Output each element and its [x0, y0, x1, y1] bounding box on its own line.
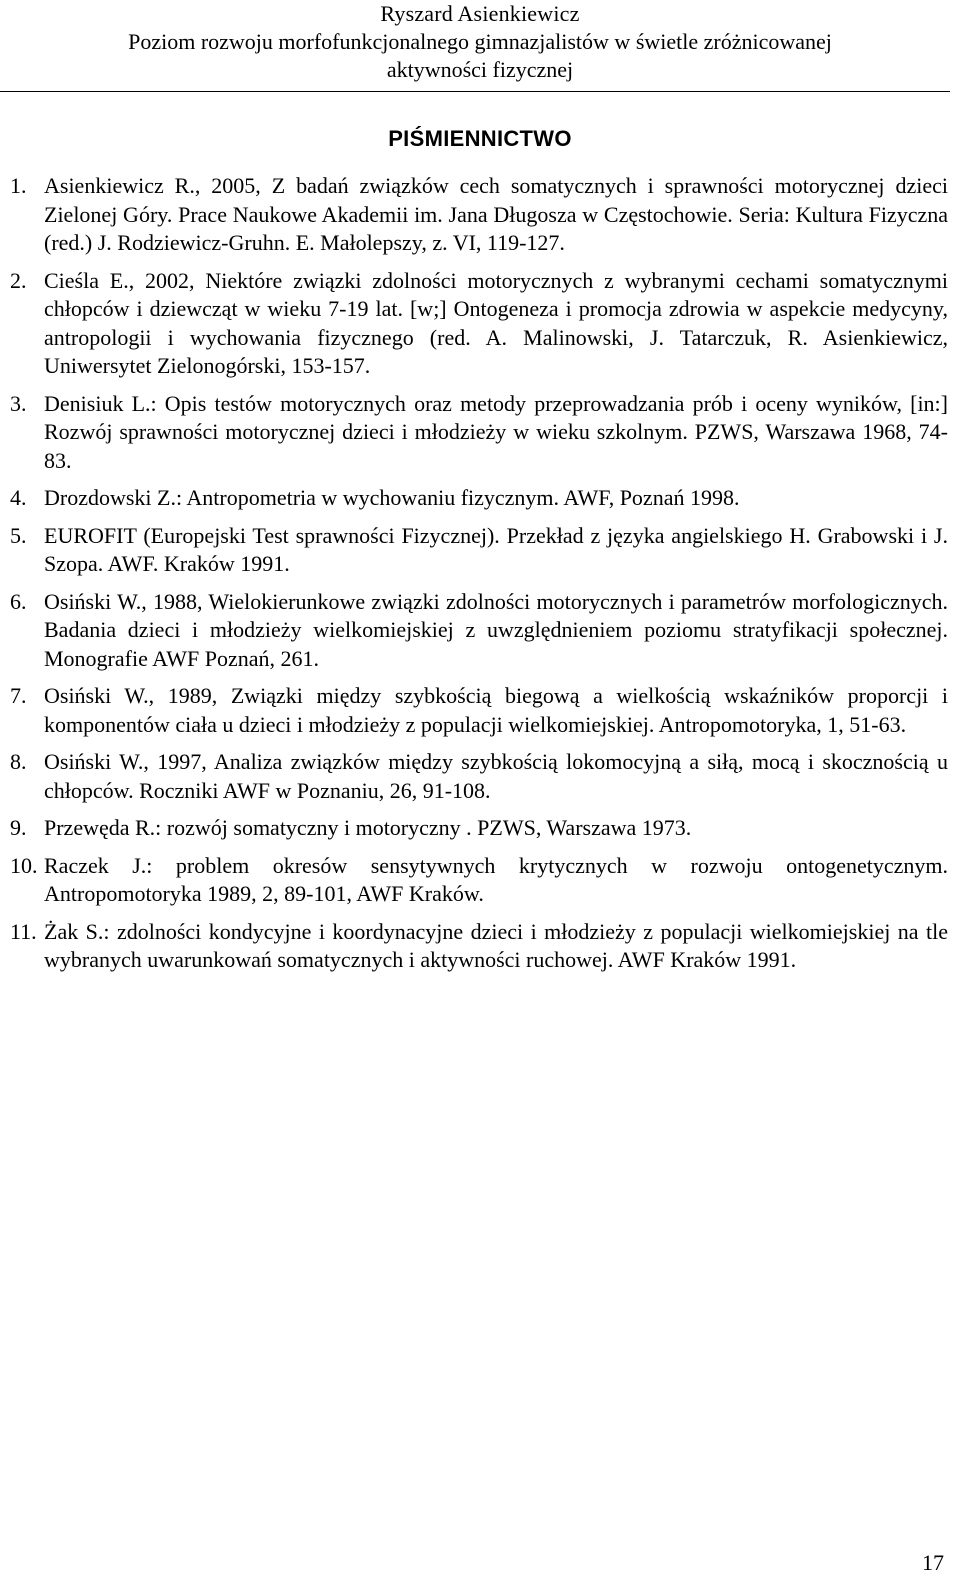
reference-item	[10, 852, 948, 909]
reference-text: Denisiuk L.: Opis testów motorycznych oraz metody przeprowadzania prób i oceny wyników, [in:] Rozwój sprawności motorycznej dzieci i młodzieży w wieku szkolnym. PZWS, Warszawa 1968, 74-83.	[44, 390, 948, 473]
header-title-line1: Poziom rozwoju morfofunkcjonalnego gimnazjalistów w świetle zróżnicowanej	[128, 29, 832, 54]
reference-text: Przewęda R.: rozwój somatyczny i motoryczny . PZWS, Warszawa 1973.	[44, 815, 692, 840]
reference-text: Żak S.: zdolności kondycyjne i koordynacyjne dzieci i młodzieży z populacji wielkomiejskiej na tle wybranych uwarunkowań somatycznych i aktywności ruchowej. AWF Kraków 1991.	[44, 918, 948, 972]
reference-number: 3.	[10, 390, 27, 416]
reference-number: 6.	[10, 588, 27, 614]
reference-text: Cieśla E., 2002, Niektóre związki zdolności motorycznych z wybranymi cechami somatycznymi chłopców i dziewcząt w wieku 7-19 lat. [w;] Ontogeneza i promocja zdrowia w aspekcie medycyny, antropologii i wychowania fizycznego (red. A. Malinowski, J. Tatarczuk, R. Asienkiewicz, Uniwersytet Zielonogórski, 153-157.	[44, 267, 948, 378]
reference-text: Osiński W., 1988, Wielokierunkowe związki zdolności motorycznych i parametrów morfologicznych. Badania dzieci i młodzieży wielkomiejskiej z uwzględnieniem poziomu stratyfikacji społecznej. Monografie AWF Poznań, 261.	[44, 588, 948, 671]
reference-number: 9.	[10, 815, 27, 840]
reference-text: Osiński W., 1997, Analiza związków między szybkością lokomocyjną a siłą, mocą i skocznością u chłopców. Roczniki AWF w Poznaniu, 26, 91-108.	[44, 749, 948, 803]
reference-list	[10, 172, 948, 984]
reference-item	[10, 748, 948, 805]
page-number: 17	[922, 1550, 944, 1575]
reference-text: Asienkiewicz R., 2005, Z badań związków cech somatycznych i sprawności motorycznej dzieci Zielonej Góry. Prace Naukowe Akademii im. Jana Długosza w Częstochowie. Seria: Kultura Fizyczna (red.) J. Rodziewicz-Gruhn. E. Małolepszy, z. VI, 119-127.	[44, 173, 948, 255]
reference-item	[10, 814, 948, 843]
section-title: PIŚMIENNICTWO	[388, 126, 572, 151]
reference-item	[10, 484, 948, 513]
reference-number: 8.	[10, 749, 27, 774]
reference-text: EUROFIT (Europejski Test sprawności Fizycznej). Przekład z języka angielskiego H. Grabowski i J. Szopa. AWF. Kraków 1991.	[44, 522, 948, 576]
header-author: Ryszard Asienkiewicz	[380, 1, 580, 26]
reference-item	[10, 390, 948, 476]
reference-number: 5.	[10, 522, 27, 548]
reference-item	[10, 682, 948, 739]
header-title-line2: aktywności fizycznej	[386, 57, 574, 82]
reference-number: 7.	[10, 683, 27, 708]
reference-text: Drozdowski Z.: Antropometria w wychowaniu fizycznym. AWF, Poznań 1998.	[44, 485, 740, 510]
reference-number: 11.	[10, 918, 37, 944]
reference-item	[10, 918, 948, 975]
reference-item	[10, 172, 948, 258]
reference-number: 1.	[10, 173, 27, 198]
reference-number: 4.	[10, 485, 27, 510]
reference-number: 10.	[10, 852, 38, 878]
reference-item	[10, 267, 948, 381]
header-divider	[0, 91, 950, 92]
reference-text: Osiński W., 1989, Związki między szybkością biegową a wielkością wskaźników proporcji i komponentów ciała u dzieci i młodzieży z populacji wielkomiejskiej. Antropomotoryka, 1, 51-63.	[44, 683, 948, 737]
reference-number: 2.	[10, 267, 27, 293]
reference-text: Raczek J.: problem okresów sensytywnych krytycznych w rozwoju ontogenetycznym. Antropomotoryka 1989, 2, 89-101, AWF Kraków.	[44, 852, 948, 906]
reference-item	[10, 588, 948, 674]
running-header	[0, 0, 960, 84]
reference-item	[10, 522, 948, 579]
